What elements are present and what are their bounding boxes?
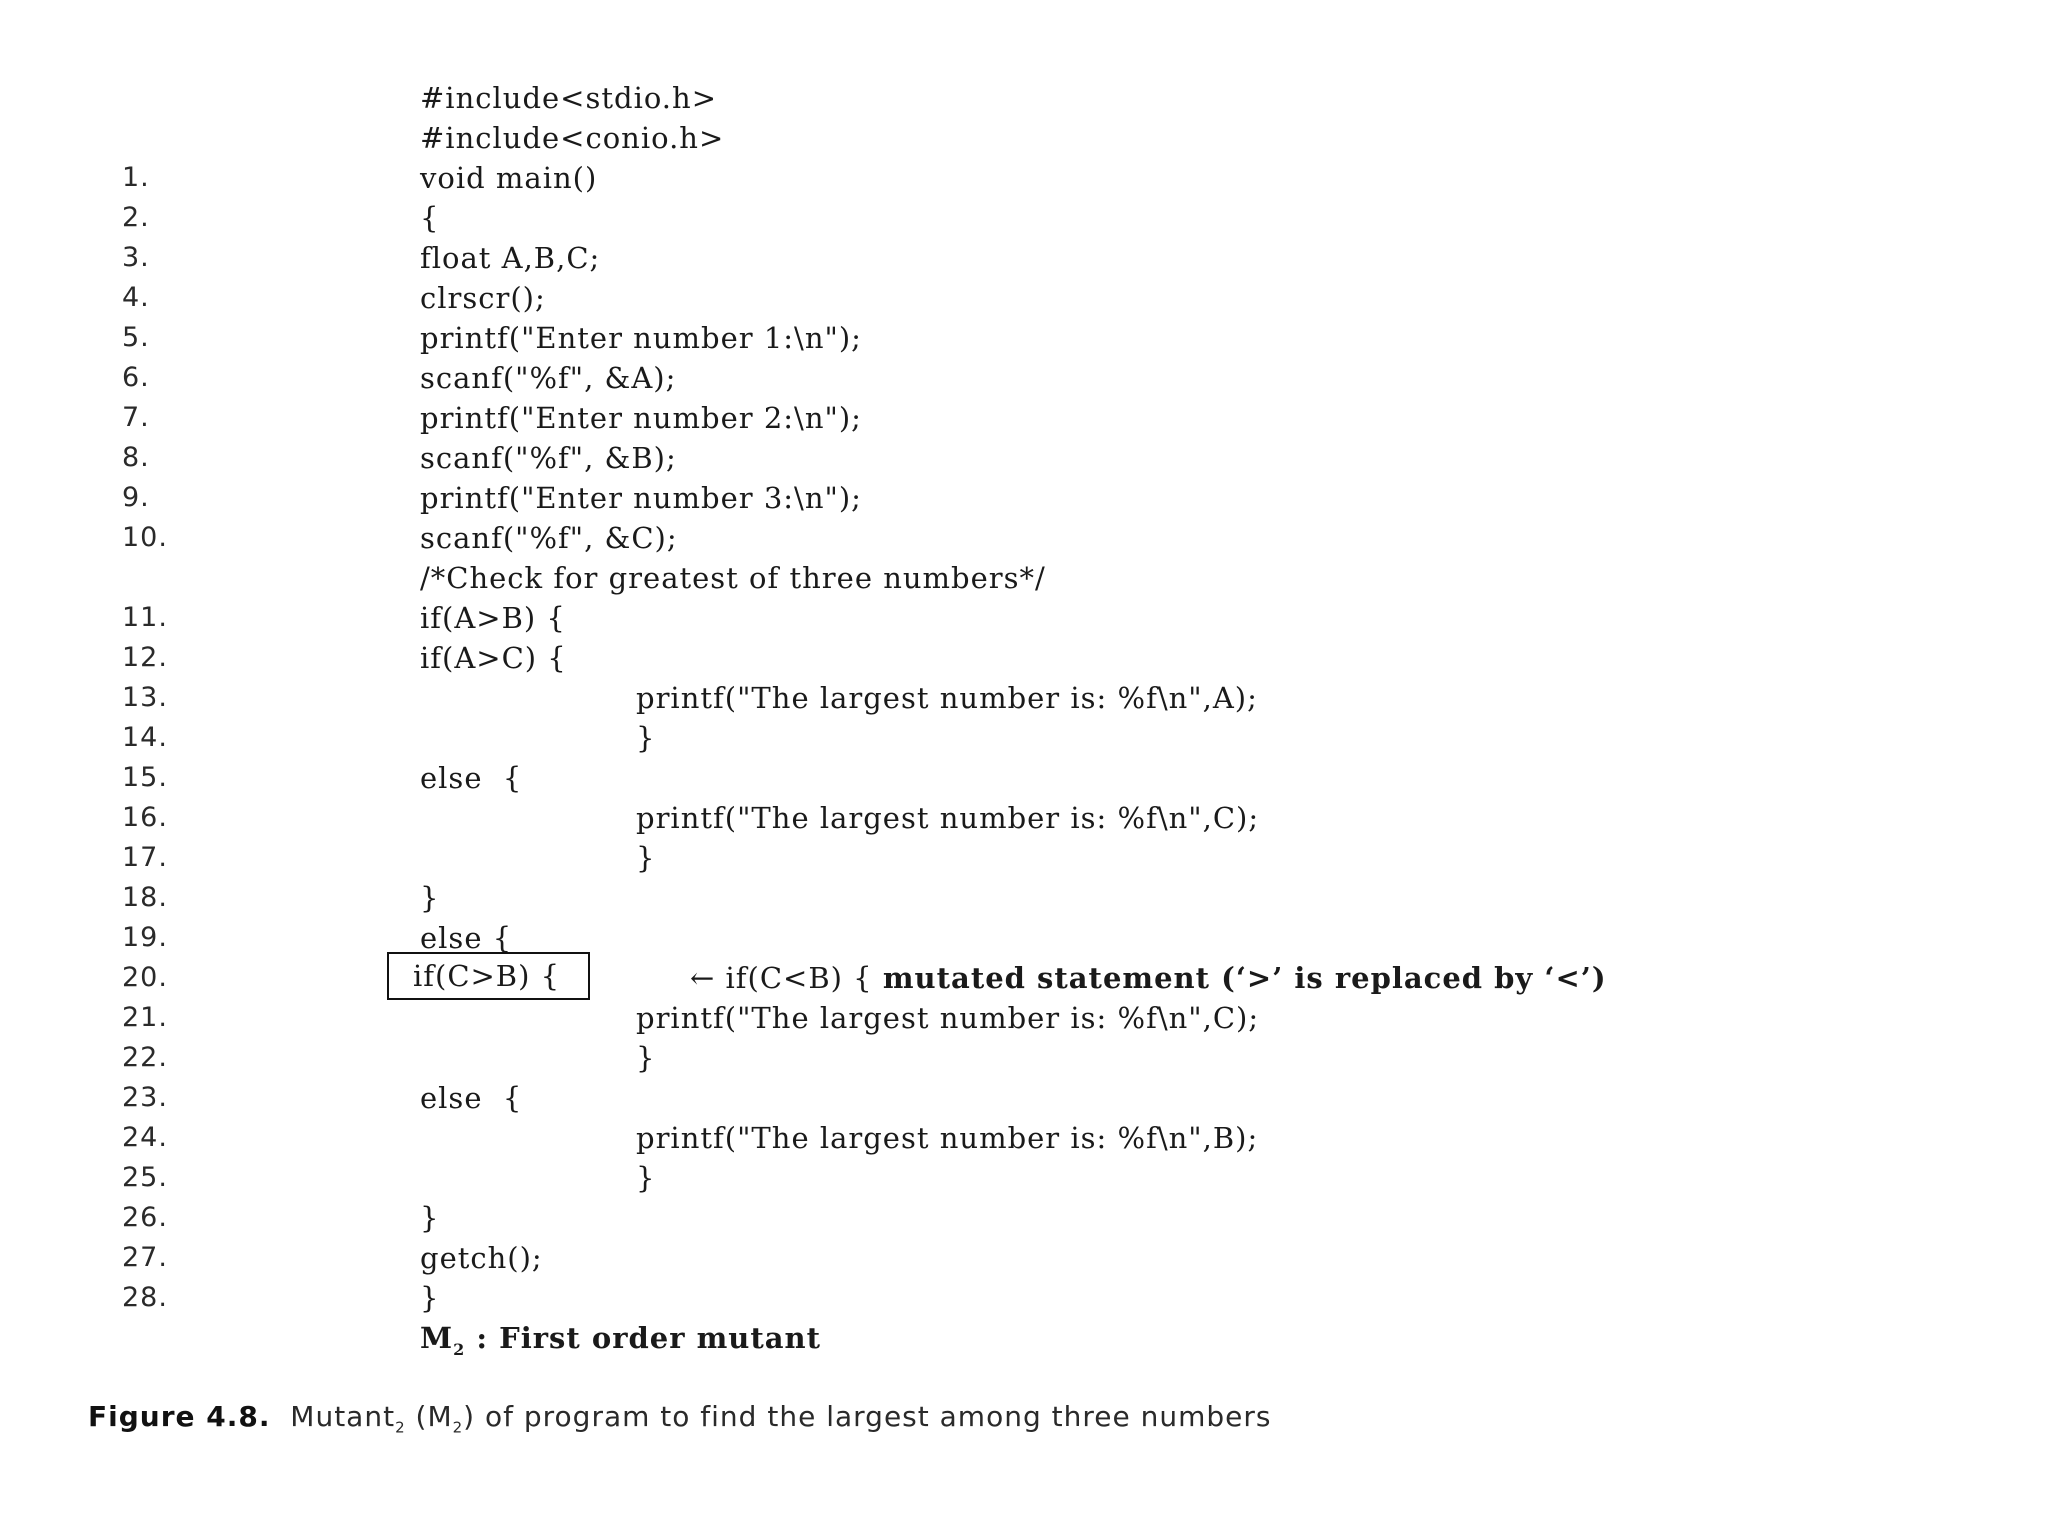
- code-text: scanf("%f", &A);: [420, 361, 677, 395]
- code-line: [0, 798, 2048, 838]
- code-text: else {: [420, 921, 513, 955]
- caption-text-1: Mutant: [270, 1400, 396, 1433]
- figure-number: Figure 4.8.: [88, 1400, 271, 1433]
- code-text: printf("The largest number is: %f\n",A);: [636, 681, 1258, 715]
- code-line: [0, 678, 2048, 718]
- code-text: }: [636, 721, 656, 755]
- line-number: 13.: [122, 682, 168, 713]
- code-text: {: [420, 201, 440, 235]
- code-line: [0, 1038, 2048, 1078]
- code-line: [0, 158, 2048, 198]
- line-number: 27.: [122, 1242, 168, 1273]
- mutant-label-suffix: : First order mutant: [465, 1321, 822, 1355]
- mutant-label-prefix: M: [420, 1321, 454, 1355]
- code-line: [0, 438, 2048, 478]
- code-text: }: [420, 1201, 440, 1235]
- code-text: #include<stdio.h>: [420, 81, 717, 115]
- code-text: printf("Enter number 3:\n");: [420, 481, 862, 515]
- code-text: }: [420, 881, 440, 915]
- line-number: 8.: [122, 442, 150, 473]
- code-text: }: [636, 1041, 656, 1075]
- line-number: 24.: [122, 1122, 168, 1153]
- mutant-label-subscript: 2: [453, 1339, 466, 1359]
- line-number: 6.: [122, 362, 150, 393]
- arrow-left-icon: ←: [690, 961, 716, 995]
- caption-subscript-1: 2: [395, 1418, 406, 1437]
- code-line: [0, 1278, 2048, 1318]
- code-text: clrscr();: [420, 281, 546, 315]
- mutated-code: if(C<B) {: [715, 961, 883, 995]
- line-number: 18.: [122, 882, 168, 913]
- line-number: 11.: [122, 602, 168, 633]
- code-text: printf("Enter number 1:\n");: [420, 321, 862, 355]
- code-line: [0, 838, 2048, 878]
- code-line: [0, 998, 2048, 1038]
- caption-subscript-2: 2: [452, 1418, 464, 1437]
- caption-text-3: ) of program to find the largest among three numbers: [463, 1400, 1272, 1433]
- mutated-line-box: if(C>B) {: [387, 952, 590, 1000]
- code-text: }: [420, 1281, 440, 1315]
- code-line: [0, 518, 2048, 558]
- mutant-label: [420, 1318, 821, 1370]
- line-number: 2.: [122, 202, 150, 233]
- line-number: 10.: [122, 522, 168, 553]
- code-text: printf("The largest number is: %f\n",B);: [636, 1121, 1259, 1155]
- mutation-note-text: mutated statement (‘>’ is replaced by ‘<’): [882, 961, 1607, 995]
- code-line: [0, 1198, 2048, 1238]
- code-line: [0, 918, 2048, 958]
- line-number: 3.: [122, 242, 150, 273]
- code-line: [0, 358, 2048, 398]
- code-text: float A,B,C;: [420, 241, 601, 275]
- code-text: printf("Enter number 2:\n");: [420, 401, 862, 435]
- code-text: if(A>C) {: [420, 641, 567, 675]
- line-number: 5.: [122, 322, 150, 353]
- line-number: 23.: [122, 1082, 168, 1113]
- code-text: getch();: [420, 1241, 543, 1275]
- line-number: 20.: [122, 962, 168, 993]
- code-line: [0, 278, 2048, 318]
- figure-caption: [88, 1400, 1271, 1437]
- code-line: [0, 118, 2048, 158]
- code-line: [0, 958, 2048, 998]
- code-line: [0, 478, 2048, 518]
- code-line: [0, 78, 2048, 118]
- line-number: 7.: [122, 402, 150, 433]
- code-text: }: [636, 841, 656, 875]
- code-line: [0, 1078, 2048, 1118]
- line-number: 16.: [122, 802, 168, 833]
- code-line: [0, 1238, 2048, 1278]
- line-number: 14.: [122, 722, 168, 753]
- line-number: 25.: [122, 1162, 168, 1193]
- code-line: [0, 318, 2048, 358]
- line-number: 9.: [122, 482, 150, 513]
- code-text: scanf("%f", &C);: [420, 521, 678, 555]
- code-line: [0, 598, 2048, 638]
- code-text: /*Check for greatest of three numbers*/: [420, 561, 1046, 595]
- code-line: [0, 198, 2048, 238]
- mutant-label-row: [0, 1318, 2048, 1358]
- code-text: else {: [420, 1081, 523, 1115]
- code-text: else {: [420, 761, 523, 795]
- code-line: [0, 638, 2048, 678]
- code-text: #include<conio.h>: [420, 121, 725, 155]
- mutation-annotation: [690, 958, 1607, 998]
- code-text: printf("The largest number is: %f\n",C);: [636, 801, 1260, 835]
- line-number: 4.: [122, 282, 150, 313]
- caption-text-2: (M: [405, 1400, 453, 1433]
- line-number: 12.: [122, 642, 168, 673]
- code-line: [0, 758, 2048, 798]
- line-number: 21.: [122, 1002, 168, 1033]
- line-number: 1.: [122, 162, 150, 193]
- code-text: void main(): [420, 161, 598, 195]
- line-number: 19.: [122, 922, 168, 953]
- line-number: 26.: [122, 1202, 168, 1233]
- code-text: scanf("%f", &B);: [420, 441, 677, 475]
- code-line: [0, 238, 2048, 278]
- code-line: [0, 558, 2048, 598]
- code-text: }: [636, 1161, 656, 1195]
- code-text: printf("The largest number is: %f\n",C);: [636, 1001, 1260, 1035]
- line-number: 17.: [122, 842, 168, 873]
- code-line: [0, 878, 2048, 918]
- line-number: 15.: [122, 762, 168, 793]
- code-line: [0, 1118, 2048, 1158]
- code-line: [0, 1158, 2048, 1198]
- line-number: 28.: [122, 1282, 168, 1313]
- code-text: if(A>B) {: [420, 601, 566, 635]
- code-line: [0, 718, 2048, 758]
- code-line: [0, 398, 2048, 438]
- line-number: 22.: [122, 1042, 168, 1073]
- code-listing: [0, 78, 2048, 1358]
